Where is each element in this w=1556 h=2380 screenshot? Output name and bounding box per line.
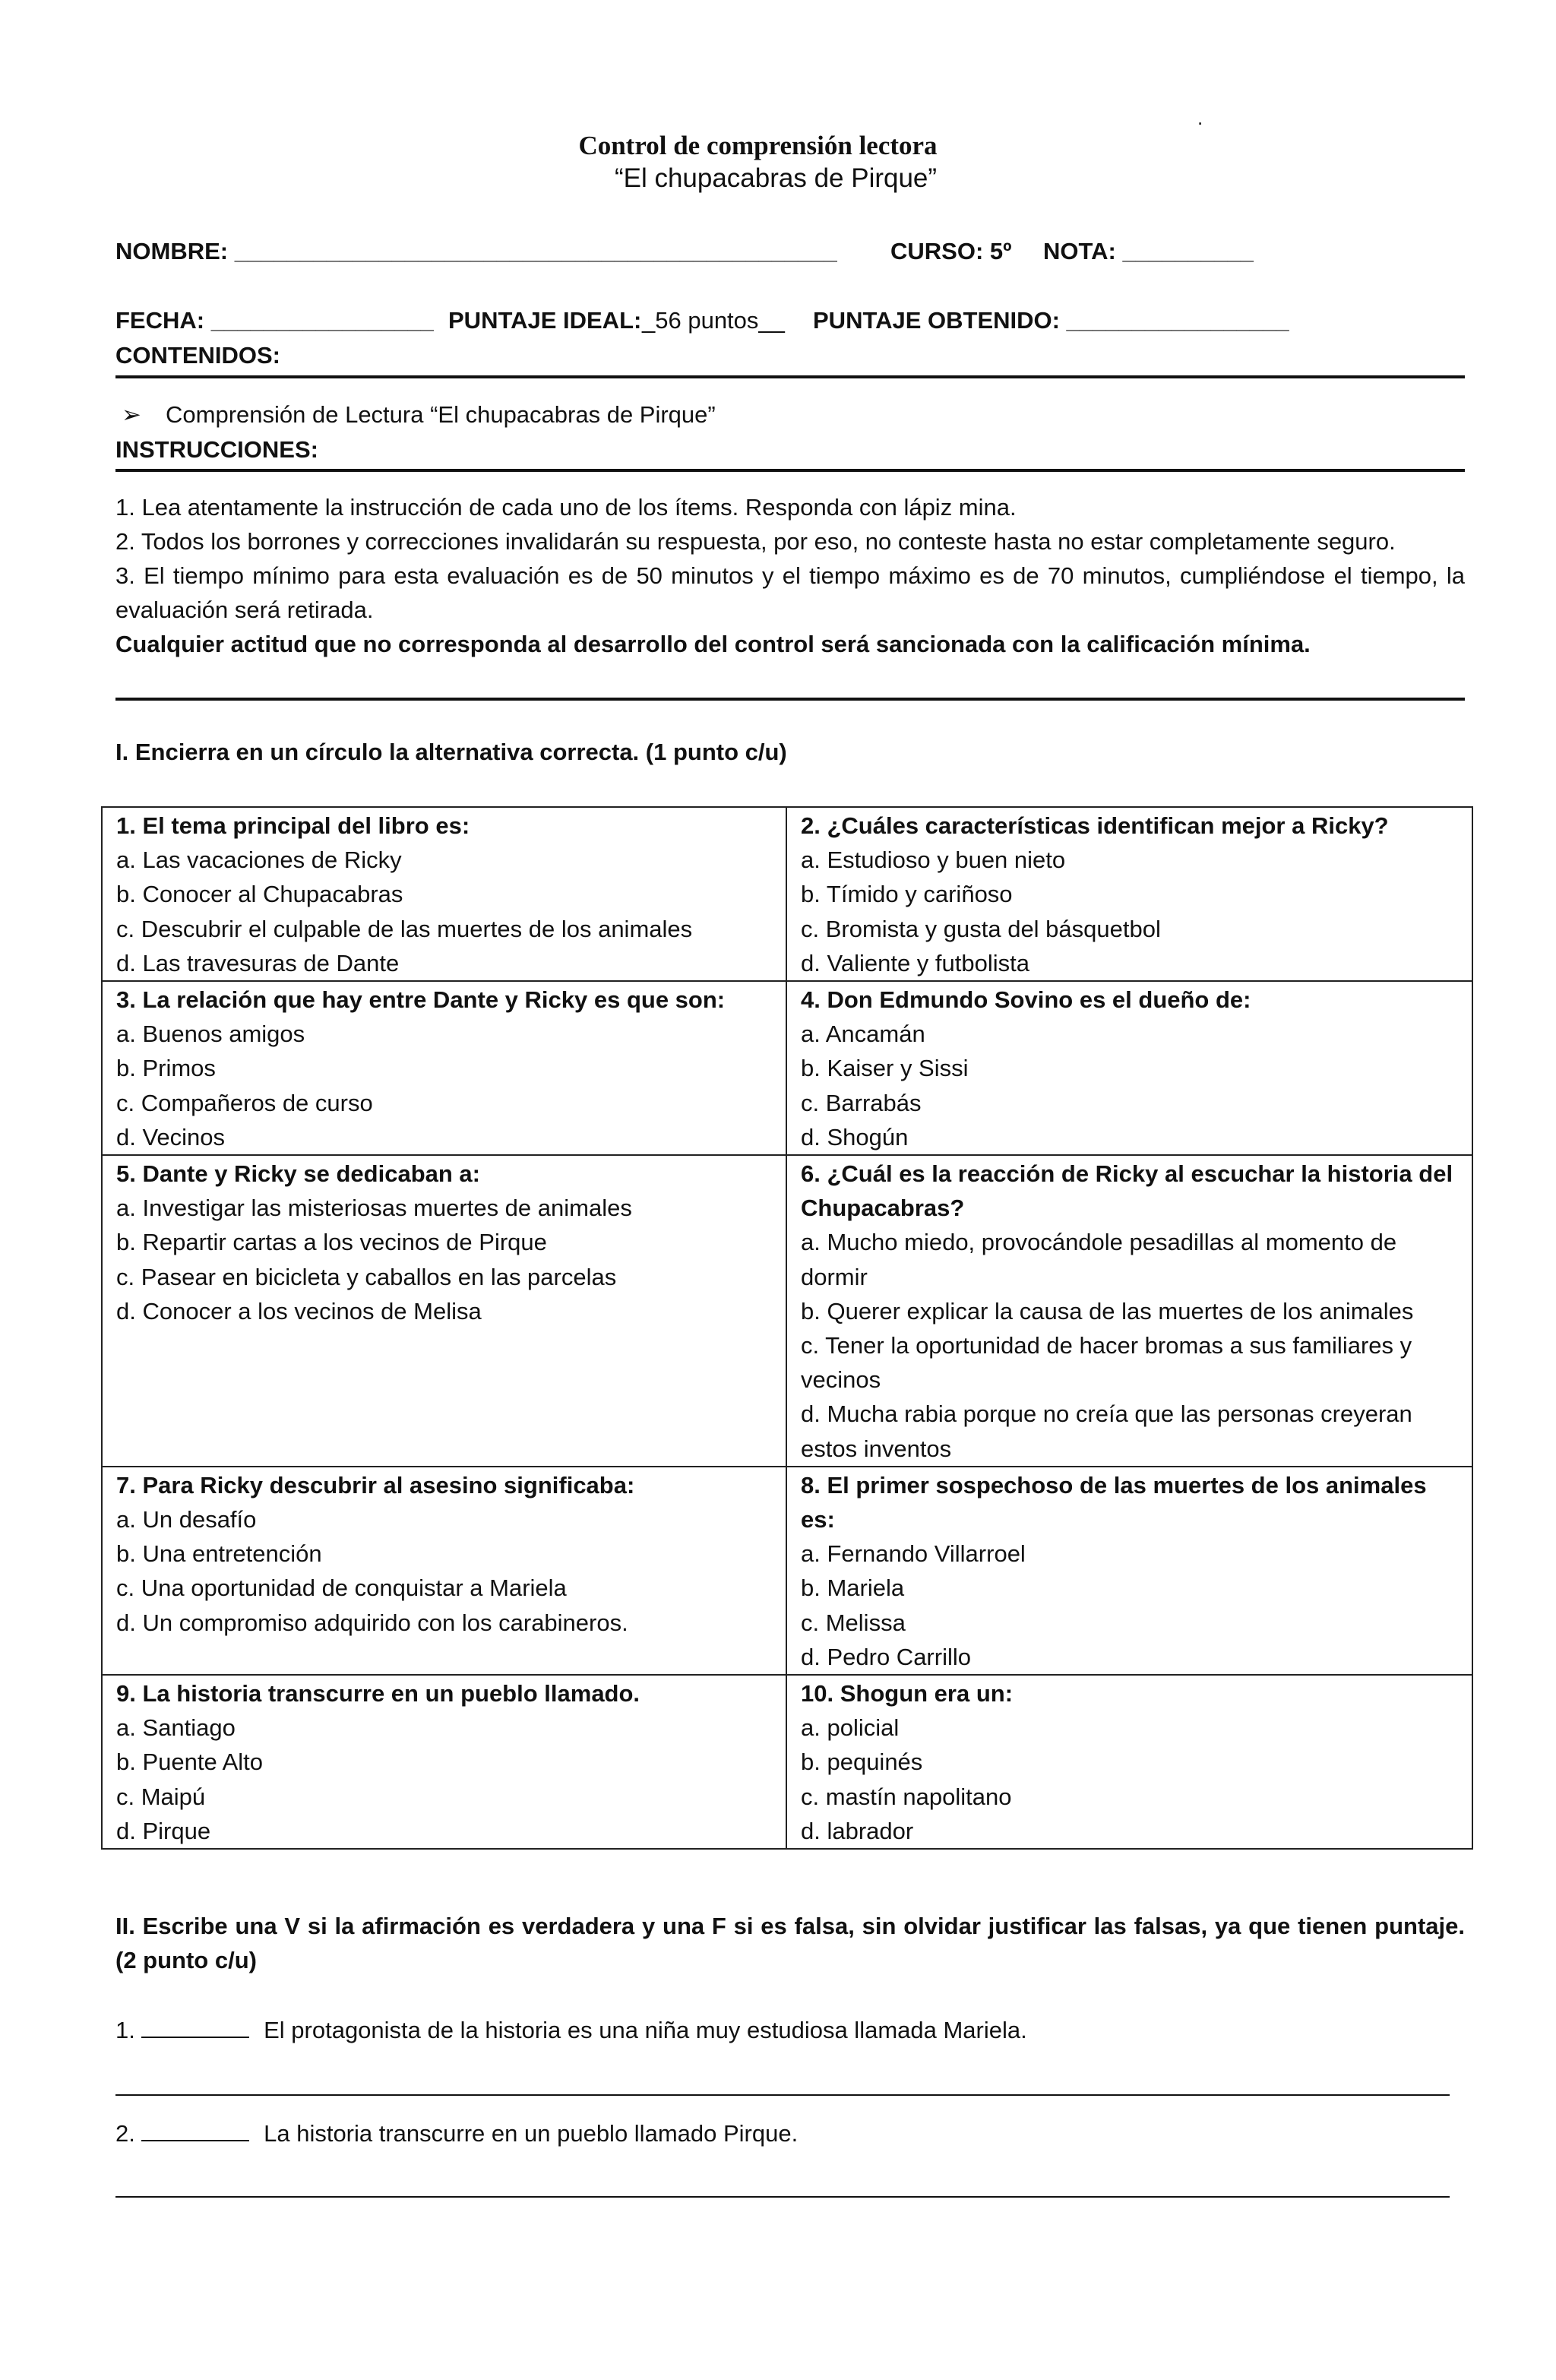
question-text: 1. El tema principal del libro es:	[116, 812, 470, 839]
option-c[interactable]: c. Compañeros de curso	[116, 1089, 373, 1116]
option-c[interactable]: c. Bromista y gusta del básquetbol	[801, 915, 1161, 942]
question-text: 8. El primer sospechoso de las muertes de los animales es:	[801, 1471, 1427, 1533]
tf-item	[115, 2117, 798, 2147]
option-a[interactable]: a. Mucho miedo, provocándole pesadillas al momento de dormir	[801, 1229, 1397, 1290]
contenidos-item: Comprensión de Lectura “El chupacabras de Pirque”	[166, 401, 716, 428]
table-row	[102, 1467, 1472, 1675]
instruction-warning: Cualquier actitud que no corresponda al desarrollo del control será sancionada con la calificación mínima.	[115, 631, 1311, 657]
option-b[interactable]: b. Mariela	[801, 1575, 905, 1602]
question-text: 7. Para Ricky descubrir al asesino significaba:	[116, 1471, 635, 1499]
question-text: 10. Shogun era un:	[801, 1680, 1014, 1707]
option-a[interactable]: a. Investigar las misteriosas muertes de animales	[116, 1195, 632, 1222]
table-row	[102, 807, 1472, 981]
option-a[interactable]: a. Buenos amigos	[116, 1021, 305, 1048]
question-cell	[102, 981, 786, 1155]
option-a[interactable]: a. Un desafío	[116, 1506, 257, 1533]
questions-table	[101, 806, 1473, 1850]
tf-item-number: 1.	[115, 2017, 135, 2043]
tf-item-number: 2.	[115, 2120, 135, 2147]
option-a[interactable]: a. Estudioso y buen nieto	[801, 847, 1066, 874]
tf-item-text: La historia transcurre en un pueblo llamado Pirque.	[264, 2120, 799, 2147]
table-row	[102, 1675, 1472, 1849]
option-b[interactable]: b. Primos	[116, 1055, 216, 1082]
tf-item-text: El protagonista de la historia es una niña muy estudiosa llamada Mariela.	[264, 2017, 1027, 2043]
option-d[interactable]: d. Pedro Carrillo	[801, 1643, 971, 1670]
fecha-field[interactable]: FECHA: _________________	[115, 307, 434, 334]
question-cell	[786, 981, 1472, 1155]
instruction-item: 2. Todos los borrones y correcciones invalidarán su respuesta, por eso, no conteste hasta no estar completamente seguro.	[115, 528, 1396, 555]
question-text: 4. Don Edmundo Sovino es el dueño de:	[801, 986, 1251, 1014]
option-c[interactable]: c. Barrabás	[801, 1089, 922, 1116]
question-cell	[102, 1675, 786, 1849]
instrucciones-label: INSTRUCCIONES:	[115, 436, 318, 463]
option-b[interactable]: b. Kaiser y Sissi	[801, 1055, 969, 1082]
justification-line[interactable]	[115, 2094, 1450, 2096]
option-b[interactable]: b. Una entretención	[116, 1540, 322, 1568]
contenidos-label: CONTENIDOS:	[115, 342, 280, 369]
divider	[115, 375, 1465, 378]
section2-title: II. Escribe una V si la afirmación es verdadera y una F si es falsa, sin olvidar justificar las falsas, ya que tienen puntaje. (2 punto c/u)	[115, 1913, 1465, 1973]
puntaje-ideal-value: _56 puntos__	[642, 307, 785, 334]
option-c[interactable]: c. Una oportunidad de conquistar a Mariela	[116, 1575, 567, 1602]
question-cell	[786, 1155, 1472, 1467]
question-text: 9. La historia transcurre en un pueblo llamado.	[116, 1680, 640, 1707]
question-text: 6. ¿Cuál es la reacción de Ricky al escuchar la historia del Chupacabras?	[801, 1160, 1453, 1222]
instrucciones-list	[115, 490, 1465, 661]
corner-dot: .	[1197, 106, 1203, 129]
question-cell	[102, 807, 786, 981]
question-text: 2. ¿Cuáles características identifican mejor a Ricky?	[801, 812, 1389, 839]
page-title: Control de comprensión lectora	[578, 131, 938, 160]
option-b[interactable]: b. Tímido y cariñoso	[801, 881, 1013, 908]
option-a[interactable]: a. Fernando Villarroel	[801, 1540, 1026, 1568]
option-a[interactable]: a. Las vacaciones de Ricky	[116, 847, 402, 874]
instruction-item: 1. Lea atentamente la instrucción de cada uno de los ítems. Responda con lápiz mina.	[115, 494, 1017, 521]
option-b[interactable]: b. Conocer al Chupacabras	[116, 881, 403, 908]
tf-answer-blank[interactable]	[141, 2014, 249, 2038]
option-b[interactable]: b. Repartir cartas a los vecinos de Pirque	[116, 1229, 547, 1256]
curso-field: CURSO: 5º	[890, 238, 1012, 264]
question-cell	[786, 1467, 1472, 1675]
page-subtitle: “El chupacabras de Pirque”	[614, 163, 938, 193]
nota-field[interactable]: NOTA: __________	[1043, 238, 1254, 264]
option-c[interactable]: c. Maipú	[116, 1783, 206, 1810]
instruction-item: 3. El tiempo mínimo para esta evaluación es de 50 minutos y el tiempo máximo es de 70 minutos, cumpliéndose el tiempo, la evaluación será retirada.	[115, 562, 1465, 623]
option-c[interactable]: c. mastín napolitano	[801, 1783, 1012, 1810]
question-cell	[102, 1155, 786, 1467]
option-c[interactable]: c. Melissa	[801, 1609, 906, 1636]
option-d[interactable]: d. Un compromiso adquirido con los carabineros.	[116, 1609, 628, 1636]
option-c[interactable]: c. Pasear en bicicleta y caballos en las parcelas	[116, 1263, 617, 1290]
bullet-arrow-icon: ➢	[122, 401, 141, 428]
nombre-field[interactable]: NOMBRE: ______________________________________________	[115, 238, 837, 264]
option-d[interactable]: d. labrador	[801, 1817, 914, 1844]
section1-title: I. Encierra en un círculo la alternativa correcta. (1 punto c/u)	[115, 739, 787, 765]
tf-item	[115, 2014, 1027, 2044]
question-cell	[786, 1675, 1472, 1849]
question-cell	[786, 807, 1472, 981]
option-d[interactable]: d. Shogún	[801, 1123, 909, 1150]
justification-line[interactable]	[115, 2196, 1450, 2198]
option-d[interactable]: d. Valiente y futbolista	[801, 949, 1029, 976]
question-cell	[102, 1467, 786, 1675]
question-text: 3. La relación que hay entre Dante y Ricky es que son:	[116, 986, 726, 1014]
question-text: 5. Dante y Ricky se dedicaban a:	[116, 1160, 480, 1188]
table-row	[102, 981, 1472, 1155]
option-d[interactable]: d. Conocer a los vecinos de Melisa	[116, 1297, 482, 1325]
puntaje-ideal-label: PUNTAJE IDEAL:	[448, 307, 642, 334]
option-b[interactable]: b. Querer explicar la causa de las muertes de los animales	[801, 1297, 1414, 1325]
option-b[interactable]: b. Puente Alto	[116, 1749, 264, 1776]
option-c[interactable]: c. Tener la oportunidad de hacer bromas a sus familiares y vecinos	[801, 1332, 1412, 1394]
divider	[115, 469, 1465, 472]
option-a[interactable]: a. Ancamán	[801, 1021, 925, 1048]
option-a[interactable]: a. policial	[801, 1714, 900, 1742]
table-row	[102, 1155, 1472, 1467]
option-c[interactable]: c. Descubrir el culpable de las muertes de los animales	[116, 915, 693, 942]
puntaje-obtenido-field[interactable]: PUNTAJE OBTENIDO: _________________	[813, 307, 1289, 334]
option-d[interactable]: d. Las travesuras de Dante	[116, 949, 400, 976]
option-a[interactable]: a. Santiago	[116, 1714, 236, 1742]
tf-answer-blank[interactable]	[141, 2117, 249, 2141]
option-d[interactable]: d. Vecinos	[116, 1123, 226, 1150]
option-d[interactable]: d. Mucha rabia porque no creía que las personas creyeran estos inventos	[801, 1400, 1412, 1462]
divider	[115, 698, 1465, 701]
option-d[interactable]: d. Pirque	[116, 1817, 211, 1844]
option-b[interactable]: b. pequinés	[801, 1749, 923, 1776]
